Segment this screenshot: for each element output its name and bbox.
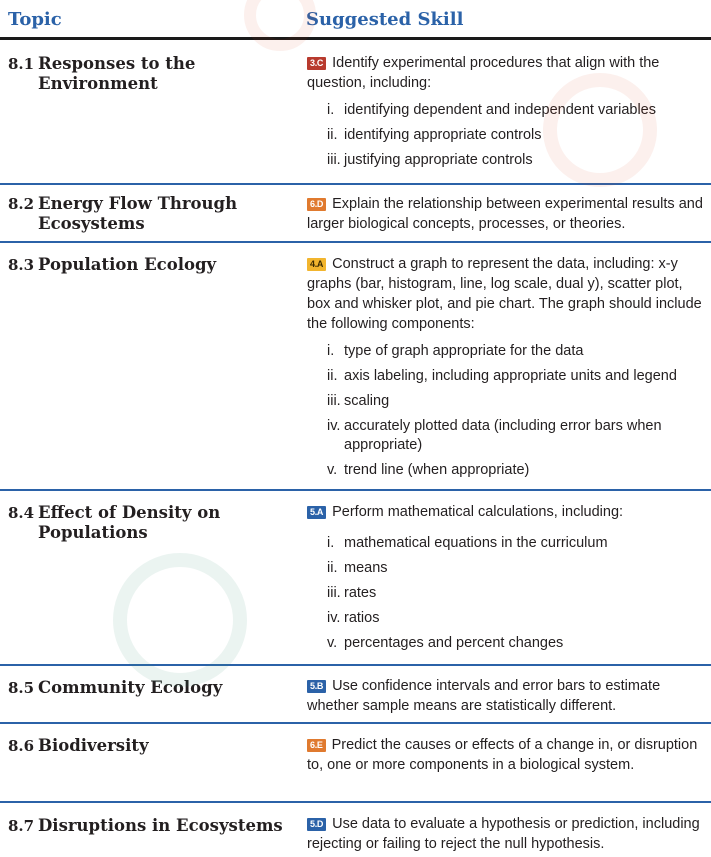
table-row (0, 40, 711, 185)
skill-badge: 5.B (307, 680, 326, 693)
topic-title (8, 255, 293, 275)
skill-text: Predict the causes or effects of a change in, or disruption to, one or more components in a biological system. (307, 737, 698, 773)
topic-title (8, 503, 293, 543)
topic-title-line1: Disruptions in Ecosystems (38, 816, 283, 835)
topic-title (8, 736, 293, 756)
skill-text: Identify experimental procedures that align with the question, including: (307, 55, 660, 91)
skill-badge: 4.A (307, 258, 326, 271)
list-item: i. identifying dependent and independent variables (327, 102, 656, 118)
skill-sublist (307, 342, 707, 480)
topic-number: 8.7 (8, 817, 35, 835)
list-item: iii. rates (327, 585, 377, 601)
skill-sublist (307, 534, 707, 653)
skill-text: Use data to evaluate a hypothesis or prediction, including rejecting or failing to reject the null hypothesis. (307, 816, 700, 852)
skill-description (307, 254, 707, 486)
topic-number: 8.6 (8, 737, 35, 755)
table-row (0, 724, 711, 803)
list-item: ii. axis labeling, including appropriate units and legend (327, 368, 677, 384)
topic-title-line2: Ecosystems (38, 214, 145, 233)
skill-badge: 3.C (307, 57, 326, 70)
skill-description (307, 676, 707, 716)
list-item: i. type of graph appropriate for the data (327, 343, 584, 359)
list-item: v. trend line (when appropriate) (327, 462, 530, 478)
topic-number: 8.5 (8, 679, 35, 697)
table-row (0, 185, 711, 243)
list-item: v. percentages and percent changes (327, 635, 564, 651)
skill-description (307, 194, 707, 234)
skill-description (307, 53, 707, 176)
skill-column-header: Suggested Skill (306, 9, 464, 30)
topic-number: 8.1 (8, 55, 35, 73)
skill-description (307, 502, 707, 659)
table-row (0, 666, 711, 724)
topic-title (8, 54, 293, 94)
topic-title (8, 678, 293, 698)
list-item: ii. identifying appropriate controls (327, 127, 542, 143)
topic-title (8, 816, 293, 836)
topic-title-line2: Environment (38, 74, 158, 93)
topic-number: 8.3 (8, 256, 35, 274)
table-row (0, 491, 711, 666)
list-item: iv. accurately plotted data (including error bars when appropriate) (327, 418, 662, 453)
skill-badge: 5.A (307, 506, 326, 519)
topic-title-line1: Biodiversity (38, 736, 149, 755)
topic-title-line1: Energy Flow Through (38, 194, 238, 213)
table-row (0, 803, 711, 857)
topic-number: 8.2 (8, 195, 35, 213)
list-item: iv. ratios (327, 610, 380, 626)
skill-text: Use confidence intervals and error bars to estimate whether sample means are statistically different. (307, 678, 661, 714)
skill-badge: 6.E (307, 739, 326, 752)
list-item: i. mathematical equations in the curriculum (327, 535, 608, 551)
skill-text: Perform mathematical calculations, including: (332, 504, 624, 520)
skill-description (307, 814, 707, 854)
topic-number: 8.4 (8, 504, 35, 522)
topic-title-line1: Population Ecology (38, 255, 217, 274)
topic-column-header: Topic (8, 9, 62, 30)
list-item: iii. scaling (327, 393, 390, 409)
topic-title (8, 194, 293, 234)
list-item: iii. justifying appropriate controls (327, 152, 533, 168)
skill-badge: 5.D (307, 818, 326, 831)
skill-text: Construct a graph to represent the data, including: x-y graphs (bar, histogram, line, log scale, dual y), scatter plot, box and whisker plot, and pie chart. The graph should include the following components: (307, 256, 702, 332)
topic-title-line1: Community Ecology (38, 678, 223, 697)
skill-sublist (307, 101, 707, 170)
skill-badge: 6.D (307, 198, 326, 211)
topic-title-line2: Populations (38, 523, 148, 542)
topic-title-line1: Responses to the (38, 54, 196, 73)
table-header (0, 0, 711, 40)
list-item: ii. means (327, 560, 388, 576)
table-row (0, 243, 711, 491)
skill-text: Explain the relationship between experimental results and larger biological concepts, processes, or theories. (307, 196, 703, 232)
skill-description (307, 735, 707, 775)
topic-title-line1: Effect of Density on (38, 503, 221, 522)
